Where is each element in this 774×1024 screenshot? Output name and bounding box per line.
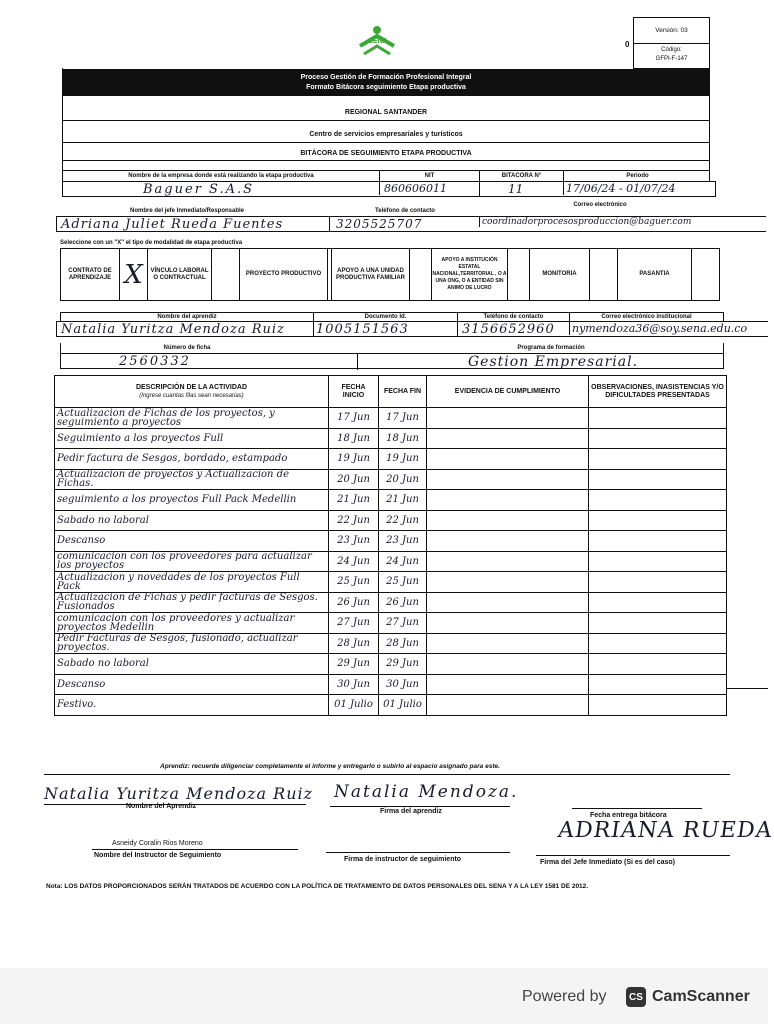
instructor-name-line	[92, 849, 298, 850]
modalidad-pasantia-box	[691, 249, 719, 300]
activity-desc: Descanso	[55, 674, 329, 695]
activity-desc: Seguimiento a los proyectos Full	[55, 428, 329, 449]
version-box	[633, 17, 710, 69]
activity-fin: 20 Jun	[379, 469, 427, 490]
codigo-label: Código:	[661, 47, 682, 53]
nit-value: 860606011	[379, 182, 479, 195]
activity-inicio: 27 Jun	[329, 613, 379, 634]
activity-row	[55, 510, 727, 531]
aprendiz-values-row	[56, 321, 768, 337]
activity-row	[55, 654, 727, 675]
activity-desc: Actualizacion de Fichas y pedir facturas de Sesgos. Fusionados	[55, 592, 329, 613]
activity-observaciones	[589, 633, 727, 654]
camscanner-logo-icon: CS	[626, 987, 646, 1007]
activity-desc: comunicacion con los proveedores para actualizar los proyectos	[55, 551, 329, 572]
activity-desc: Pedir factura de Sesgos, bordado, estampado	[55, 449, 329, 470]
version-label: Versión: 03	[634, 18, 709, 44]
activity-row	[55, 613, 727, 634]
activity-inicio: 21 Jun	[329, 490, 379, 511]
ficha-header-row	[60, 343, 724, 353]
jefe-firma-line	[536, 855, 730, 856]
activity-row	[55, 551, 727, 572]
activity-fin: 19 Jun	[379, 449, 427, 470]
centro: Centro de servicios empresariales y turísticos	[309, 131, 463, 138]
activity-fin: 24 Jun	[379, 551, 427, 572]
activity-fin: 25 Jun	[379, 572, 427, 593]
activity-inicio: 30 Jun	[329, 674, 379, 695]
instructor-name: Asneidy Coralin Rios Moreno	[112, 840, 203, 847]
nit-label: NIT	[379, 171, 479, 182]
activity-desc: Actualizacion de proyectos y Actualizacion de Fichas.	[55, 469, 329, 490]
activity-desc: Descanso	[55, 531, 329, 552]
activity-evidencia	[427, 674, 589, 695]
activity-row	[55, 592, 727, 613]
activity-evidencia	[427, 490, 589, 511]
modalidad-vinculo: VÍNCULO LABORAL O CONTRACTUAL	[147, 249, 211, 300]
jefe-values-row	[56, 216, 766, 232]
banner-line-1: Proceso Gestión de Formación Profesional Integral	[300, 73, 472, 81]
jefe-correo-label: Correo electrónico	[573, 201, 627, 208]
ficha-values-row	[60, 353, 724, 369]
modalidad-unidad-familiar: APOYO A UNA UNIDAD PRODUCTIVA FAMILIAR	[331, 249, 409, 300]
empresa-value: Baguer S.A.S	[143, 182, 255, 197]
instructor-name-label: Nombre del Instructor de Seguimiento	[94, 852, 222, 859]
activity-inicio: 19 Jun	[329, 449, 379, 470]
activity-desc: Pedir Facturas de Sesgos, fusionado, actualizar proyectos.	[55, 633, 329, 654]
activity-fin: 23 Jun	[379, 531, 427, 552]
banner-line-2: Formato Bitácora seguimiento Etapa productiva	[306, 83, 466, 91]
activities-table	[54, 375, 727, 716]
col-desc-title: DESCRIPCIÓN DE LA ACTIVIDAD	[135, 383, 248, 391]
activity-fin: 17 Jun	[379, 408, 427, 429]
activity-inicio: 20 Jun	[329, 469, 379, 490]
activity-fin: 27 Jun	[379, 613, 427, 634]
activity-observaciones	[589, 469, 727, 490]
modalidad-institucion-box	[507, 249, 529, 300]
modalidad-contrato: CONTRATO DE APRENDIZAJE	[68, 267, 112, 281]
activity-row	[55, 695, 727, 716]
aprendiz-tel-label: Teléfono de contacto	[457, 313, 569, 322]
activity-row	[55, 531, 727, 552]
aprendiz-name-handwritten: Natalia Yuritza Mendoza Ruiz	[44, 784, 314, 803]
activity-observaciones	[589, 531, 727, 552]
fecha-entrega-label: Fecha entrega bitácora	[590, 812, 667, 819]
activity-row	[55, 428, 727, 449]
activity-fin: 18 Jun	[379, 428, 427, 449]
activity-inicio: 24 Jun	[329, 551, 379, 572]
periodo-value: 17/06/24 - 01/07/24	[563, 182, 715, 195]
modalidad-unidad-box	[409, 249, 431, 300]
activity-observaciones	[589, 428, 727, 449]
modalidad-monitoria: MONITORIA	[529, 249, 589, 300]
activity-observaciones	[589, 490, 727, 511]
periodo-label: Periodo	[563, 171, 711, 182]
activity-evidencia	[427, 613, 589, 634]
activity-row	[55, 408, 727, 429]
col-evidencia-header: EVIDENCIA DE CUMPLIMIENTO	[427, 376, 589, 408]
activity-fin: 22 Jun	[379, 510, 427, 531]
aprendiz-firma-label: Firma del aprendiz	[380, 808, 442, 815]
activity-row	[55, 633, 727, 654]
aprendiz-nombre: Natalia Yuritza Mendoza Ruiz	[61, 322, 285, 337]
activity-desc: seguimiento a los proyectos Full Pack Medellin	[55, 490, 329, 511]
ficha-value: 2560332	[119, 354, 191, 369]
programa-label: Programa de formación	[517, 344, 585, 351]
activity-fin: 30 Jun	[379, 674, 427, 695]
bitacora-title: BITÁCORA DE SEGUIMIENTO ETAPA PRODUCTIVA	[300, 150, 472, 157]
activity-row	[55, 490, 727, 511]
aprendiz-name-label: Nombre del Aprendiz	[126, 803, 197, 810]
aprendiz-firma-line	[330, 806, 510, 807]
activity-desc: comunicacion con los proveedores y actualizar proyectos Medellin	[55, 613, 329, 634]
empresa-label: Nombre de la empresa donde está realizando la etapa productiva	[128, 173, 314, 179]
aprendiz-firma-handwritten: Natalia Mendoza.	[334, 782, 519, 802]
col-obs-header: OBSERVACIONES, INASISTENCIAS Y/O DIFICULTADES PRESENTADAS	[589, 376, 727, 408]
powered-by-label: Powered by	[522, 988, 607, 1005]
activity-inicio: 26 Jun	[329, 592, 379, 613]
activity-evidencia	[427, 469, 589, 490]
modalidad-institucion	[431, 249, 507, 300]
form-code: GFPI-F-147	[655, 56, 688, 62]
activity-observaciones	[589, 551, 727, 572]
modalidad-row	[60, 248, 720, 301]
bitacora-label: BITACORA N°	[479, 171, 563, 182]
aprendiz-telefono: 3156652960	[457, 322, 569, 337]
aprendiz-doc-label: Documento Id.	[313, 313, 457, 322]
instructor-firma-line	[326, 852, 510, 853]
activity-evidencia	[427, 654, 589, 675]
instructor-firma-label: Firma de instructor de seguimiento	[344, 856, 462, 863]
title-banner	[62, 69, 710, 96]
aprendiz-nombre-label: Nombre del aprendiz	[157, 314, 217, 320]
footnote-rule	[44, 774, 730, 775]
modalidad-vinculo-box	[211, 249, 239, 300]
activity-fin: 01 Julio	[379, 695, 427, 716]
activity-evidencia	[427, 408, 589, 429]
aprendiz-correo: nymendoza36@soy.sena.edu.co	[569, 322, 769, 335]
activity-evidencia	[427, 633, 589, 654]
activity-desc: Sabado no laboral	[55, 510, 329, 531]
activity-evidencia	[427, 695, 589, 716]
empresa-values-row	[62, 181, 716, 197]
activity-inicio: 28 Jun	[329, 633, 379, 654]
activity-fin: 28 Jun	[379, 633, 427, 654]
activity-inicio: 01 Julio	[329, 695, 379, 716]
col-fin-header: FECHA FIN	[379, 376, 427, 408]
modalidad-contrato-mark: X	[119, 249, 147, 300]
jefe-tel-label: Teléfono de contacto	[375, 207, 435, 214]
activity-inicio: 23 Jun	[329, 531, 379, 552]
activity-evidencia	[427, 551, 589, 572]
jefe-nombre: Adriana Juliet Rueda Fuentes	[61, 217, 284, 232]
aprendiz-correo-label: Correo electrónico institucional	[569, 313, 723, 322]
activity-desc: Sabado no laboral	[55, 654, 329, 675]
activity-inicio: 22 Jun	[329, 510, 379, 531]
jefe-firma-label: Firma del Jefe Inmediato (Si es del caso)	[540, 859, 675, 866]
activity-observaciones	[589, 695, 727, 716]
activity-inicio: 17 Jun	[329, 408, 379, 429]
activity-observaciones	[589, 613, 727, 634]
activity-row	[55, 449, 727, 470]
activity-row	[55, 674, 727, 695]
activity-desc: Festivo.	[55, 695, 329, 716]
centro-row	[62, 121, 710, 143]
ficha-label: Número de ficha	[163, 344, 211, 351]
modalidad-monitoria-box	[589, 249, 617, 300]
modalidad-label: Seleccione con un "X" el tipo de modalidad de etapa productiva	[60, 240, 243, 246]
bitacora-title-row	[62, 143, 710, 161]
empresa-header-row	[62, 170, 710, 181]
activity-evidencia	[427, 592, 589, 613]
activity-observaciones	[589, 592, 727, 613]
aprendiz-documento: 1005151563	[313, 322, 457, 337]
activity-desc: Actualizacion y novedades de los proyectos Full Pack	[55, 572, 329, 593]
jefe-telefono: 3205525707	[329, 217, 479, 231]
activity-observaciones	[589, 408, 727, 429]
col-desc-header	[55, 376, 329, 408]
sena-logo-text: SENA	[368, 38, 388, 45]
jefe-firma-handwritten: ADRIANA RUEDA	[556, 818, 774, 843]
activity-observaciones	[589, 654, 727, 675]
activity-inicio: 18 Jun	[329, 428, 379, 449]
modalidad-institucion-label: APOYO A INSTITUCIÓN ESTATAL NACIONAL,TERRITORIAL , O A UNA ONG, O A ENTIDAD SIN ANIMO DE LUCRO	[432, 257, 507, 291]
jefe-correo: coordinadorprocesosproduccion@baguer.com	[479, 217, 767, 227]
activity-fin: 21 Jun	[379, 490, 427, 511]
activity-evidencia	[427, 510, 589, 531]
activity-inicio: 29 Jun	[329, 654, 379, 675]
activity-inicio: 25 Jun	[329, 572, 379, 593]
observ-side-line	[726, 688, 768, 689]
modalidad-pasantia: PASANTIA	[617, 249, 691, 300]
fecha-entrega-line	[572, 808, 702, 809]
jefe-label: Nombre del jefe Inmediato/Responsable	[129, 207, 245, 214]
regional: REGIONAL SANTANDER	[344, 108, 428, 116]
activity-observaciones	[589, 449, 727, 470]
activity-observaciones	[589, 510, 727, 531]
activity-evidencia	[427, 449, 589, 470]
activity-observaciones	[589, 674, 727, 695]
bitacora-value: 11	[479, 182, 563, 196]
activity-fin: 26 Jun	[379, 592, 427, 613]
activity-evidencia	[427, 531, 589, 552]
table-footnote: Aprendiz: recuerde diligenciar completamente el informe y entregarlo o subirlo al espacio asignado para este.	[160, 763, 500, 770]
activity-evidencia	[427, 572, 589, 593]
col-desc-sub: (Ingrese cuantas filas sean necesarias)	[139, 392, 244, 399]
activity-observaciones	[589, 572, 727, 593]
left-mark: 0	[625, 40, 630, 49]
data-policy-note: Nota: LOS DATOS PROPORCIONADOS SERÁN TRATADOS DE ACUERDO CON LA POLÍTICA DE TRATAMIENTO DE DATOS PERSONALES DEL SENA Y A LA LEY 1581 DE 2012.	[46, 883, 589, 890]
col-inicio-header: FECHA INICIO	[329, 376, 379, 408]
camscanner-brand: CamScanner	[652, 988, 750, 1005]
activity-fin: 29 Jun	[379, 654, 427, 675]
activity-evidencia	[427, 428, 589, 449]
modalidad-proyecto: PROYECTO PRODUCTIVO	[239, 249, 327, 300]
regional-row	[62, 104, 710, 121]
activity-row	[55, 572, 727, 593]
activity-row	[55, 469, 727, 490]
activity-desc: Actualizacion de Fichas de los proyectos, y seguimiento a proyectos	[55, 408, 329, 429]
programa-value: Gestion Empresarial.	[357, 354, 723, 370]
